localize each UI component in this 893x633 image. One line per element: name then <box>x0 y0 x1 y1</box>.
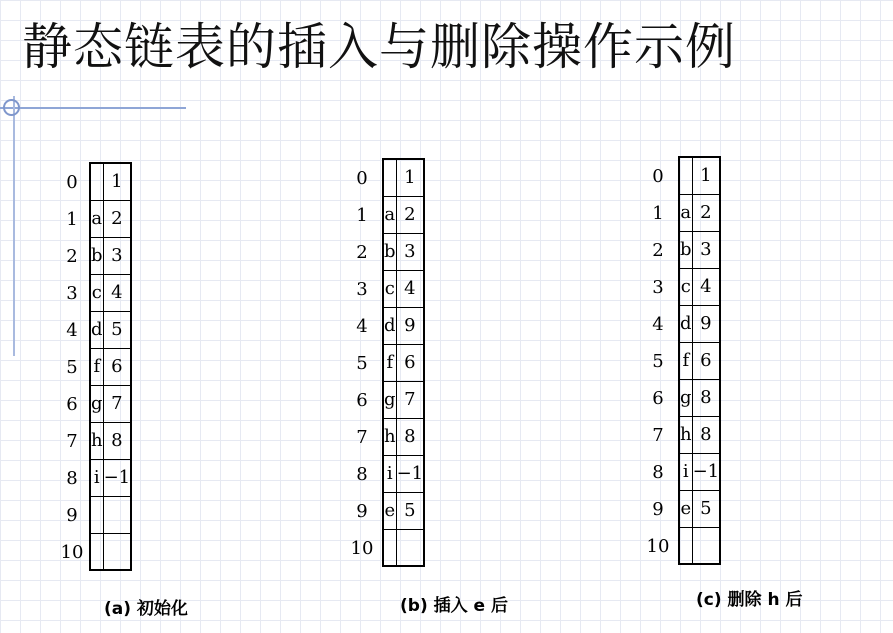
data-cell <box>90 496 103 533</box>
decorative-vertical-line <box>13 96 15 356</box>
row-index: 4 <box>66 320 78 341</box>
row-index: 6 <box>356 390 368 411</box>
data-cell: i <box>383 455 396 492</box>
row-index: 5 <box>652 351 664 372</box>
data-cell: d <box>90 311 103 348</box>
row-index: 10 <box>646 536 670 557</box>
row-index: 1 <box>66 209 78 230</box>
row-index: 10 <box>60 542 84 563</box>
table-row <box>90 200 131 237</box>
data-cell: e <box>679 490 692 527</box>
row-index: 1 <box>652 203 664 224</box>
decorative-line <box>0 107 186 109</box>
cursor-cell: 6 <box>692 342 720 379</box>
cursor-cell: −1 <box>692 453 720 490</box>
row-index: 5 <box>66 357 78 378</box>
table-row <box>90 348 131 385</box>
data-cell: i <box>90 459 103 496</box>
cursor-cell: 2 <box>103 200 131 237</box>
cursor-cell: 1 <box>692 157 720 194</box>
cursor-cell: 7 <box>396 381 424 418</box>
table-row <box>679 268 720 305</box>
cursor-cell <box>103 496 131 533</box>
cursor-cell: 7 <box>103 385 131 422</box>
cursor-cell: 8 <box>692 416 720 453</box>
cursor-cell: 4 <box>396 270 424 307</box>
row-index: 6 <box>66 394 78 415</box>
data-cell: e <box>383 492 396 529</box>
static-list-table <box>382 158 425 567</box>
data-cell: d <box>679 305 692 342</box>
data-cell: i <box>679 453 692 490</box>
table-row <box>679 305 720 342</box>
data-cell: f <box>383 344 396 381</box>
row-index: 5 <box>356 353 368 374</box>
cursor-cell: 8 <box>396 418 424 455</box>
table-row <box>679 231 720 268</box>
row-index: 9 <box>356 501 368 522</box>
data-cell <box>679 527 692 564</box>
row-index: 8 <box>356 464 368 485</box>
row-index: 6 <box>652 388 664 409</box>
cursor-cell: 4 <box>692 268 720 305</box>
cursor-cell: 5 <box>103 311 131 348</box>
cursor-cell: −1 <box>396 455 424 492</box>
table-row <box>383 270 424 307</box>
static-list-table <box>678 156 721 565</box>
table-row <box>90 422 131 459</box>
data-cell: h <box>679 416 692 453</box>
cursor-cell <box>692 527 720 564</box>
cursor-cell: 3 <box>103 237 131 274</box>
table-row <box>90 459 131 496</box>
table-row <box>383 492 424 529</box>
data-cell <box>383 529 396 566</box>
cursor-cell: −1 <box>103 459 131 496</box>
table-row <box>383 418 424 455</box>
row-index: 4 <box>652 314 664 335</box>
row-index: 9 <box>66 505 78 526</box>
cursor-cell: 9 <box>692 305 720 342</box>
row-index: 3 <box>652 277 664 298</box>
table-row <box>679 342 720 379</box>
table-row <box>90 237 131 274</box>
table-row <box>383 307 424 344</box>
data-cell: c <box>383 270 396 307</box>
table-row <box>90 385 131 422</box>
static-list-table <box>89 162 132 571</box>
panel-caption: (c) 删除 h 后 <box>696 590 803 610</box>
cursor-cell: 9 <box>396 307 424 344</box>
table-row <box>383 233 424 270</box>
table-row <box>90 311 131 348</box>
cursor-cell: 3 <box>692 231 720 268</box>
row-index: 7 <box>652 425 664 446</box>
row-index: 0 <box>66 172 78 193</box>
row-index: 9 <box>652 499 664 520</box>
row-index: 7 <box>66 431 78 452</box>
data-cell: d <box>383 307 396 344</box>
row-index: 2 <box>356 242 368 263</box>
cursor-cell: 6 <box>396 344 424 381</box>
data-cell: c <box>679 268 692 305</box>
row-index: 0 <box>356 168 368 189</box>
table-row <box>90 163 131 200</box>
table-row <box>679 379 720 416</box>
table-row <box>383 344 424 381</box>
data-cell: c <box>90 274 103 311</box>
cursor-cell: 2 <box>396 196 424 233</box>
cursor-cell: 2 <box>692 194 720 231</box>
table-row <box>383 196 424 233</box>
row-index: 8 <box>652 462 664 483</box>
table-row <box>679 194 720 231</box>
cursor-cell <box>103 533 131 570</box>
table-row <box>679 416 720 453</box>
data-cell <box>383 159 396 196</box>
row-index: 2 <box>66 246 78 267</box>
row-index: 4 <box>356 316 368 337</box>
data-cell: a <box>679 194 692 231</box>
table-row <box>383 529 424 566</box>
cursor-cell: 6 <box>103 348 131 385</box>
table-row <box>90 274 131 311</box>
cursor-cell <box>396 529 424 566</box>
table-row <box>90 496 131 533</box>
table-row <box>383 159 424 196</box>
row-index: 8 <box>66 468 78 489</box>
row-index: 1 <box>356 205 368 226</box>
cursor-cell: 3 <box>396 233 424 270</box>
data-cell <box>679 157 692 194</box>
panel-caption: (b) 插入 e 后 <box>400 596 508 616</box>
data-cell: a <box>90 200 103 237</box>
data-cell: g <box>383 381 396 418</box>
table-row <box>90 533 131 570</box>
cursor-cell: 8 <box>692 379 720 416</box>
slide-title: 静态链表的插入与删除操作示例 <box>22 18 736 76</box>
data-cell: g <box>679 379 692 416</box>
row-index: 7 <box>356 427 368 448</box>
table-row <box>383 381 424 418</box>
cursor-cell: 5 <box>692 490 720 527</box>
table-row <box>679 527 720 564</box>
cursor-cell: 8 <box>103 422 131 459</box>
data-cell: f <box>679 342 692 379</box>
row-index: 3 <box>66 283 78 304</box>
cursor-cell: 1 <box>396 159 424 196</box>
cursor-cell: 1 <box>103 163 131 200</box>
table-row <box>679 490 720 527</box>
row-index: 0 <box>652 166 664 187</box>
data-cell: h <box>90 422 103 459</box>
table-row <box>679 157 720 194</box>
cursor-cell: 5 <box>396 492 424 529</box>
panel-caption: (a) 初始化 <box>104 599 188 619</box>
data-cell <box>90 533 103 570</box>
data-cell: b <box>383 233 396 270</box>
decorative-circle-icon <box>3 99 20 116</box>
data-cell: h <box>383 418 396 455</box>
row-index: 3 <box>356 279 368 300</box>
data-cell: g <box>90 385 103 422</box>
data-cell: b <box>679 231 692 268</box>
table-row <box>679 453 720 490</box>
data-cell: a <box>383 196 396 233</box>
data-cell: f <box>90 348 103 385</box>
row-index: 2 <box>652 240 664 261</box>
table-row <box>383 455 424 492</box>
data-cell: b <box>90 237 103 274</box>
cursor-cell: 4 <box>103 274 131 311</box>
data-cell <box>90 163 103 200</box>
row-index: 10 <box>350 538 374 559</box>
